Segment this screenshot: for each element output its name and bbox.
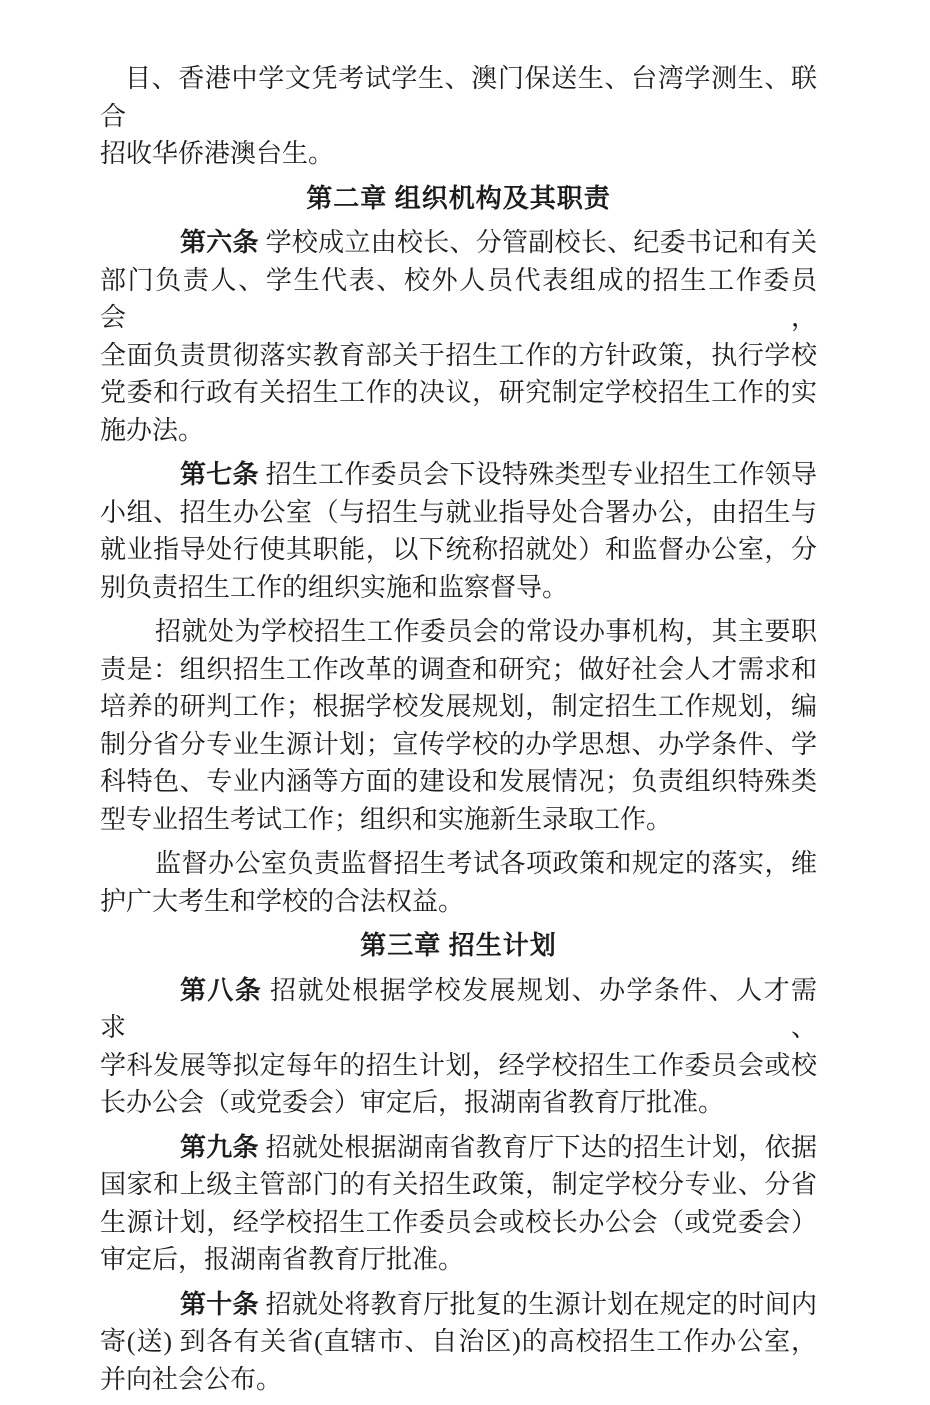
line-text: 护广大考生和学校的合法权益。 [100,886,465,916]
text-line [100,1241,817,1279]
line-text: 责是：组织招生工作改革的调查和研究；做好社会人才需求和 [100,654,817,684]
line-text: 生源计划，经学校招生工作委员会或校长办公会（或党委会） [100,1207,817,1237]
line-text: 长办公会（或党委会）审定后，报湖南省教育厅批准。 [100,1088,725,1117]
paragraph [100,60,817,173]
text-line [100,801,817,839]
chapter-heading: 第二章 组织机构及其职责 [306,183,611,213]
paragraph [100,1286,817,1399]
text-line [100,60,817,135]
text-line [100,972,817,1047]
text-line [100,1047,817,1085]
article-number: 第六条 [180,228,259,257]
line-text: 招就处将教育厅批复的生源计划在规定的时间内 [258,1289,817,1319]
document-body [100,60,817,1405]
line-text: 并向社会公布。 [100,1364,283,1394]
line-text: 目、香港中学文凭考试学生、澳门保送生、台湾学测生、联合 [100,64,817,131]
text-line [100,1323,817,1361]
line-text: 寄(送) 到各有关省(直辖市、自治区)的高校招生工作办公室， [100,1327,817,1356]
line-text: 学校成立由校长、分管副校长、纪委书记和有关 [258,228,817,257]
paragraph [100,224,817,449]
article-number: 第十条 [180,1289,259,1319]
line-text: 就业指导处行使其职能，以下统称招就处）和监督办公室，分 [100,535,817,564]
text-line [100,1129,817,1167]
text-line [100,726,817,764]
line-text: 招就处为学校招生工作委员会的常设办事机构，其主要职 [155,617,817,646]
text-line [100,1166,817,1204]
article-number: 第七条 [180,460,259,489]
article-number: 第八条 [180,975,263,1005]
line-text: 培养的研判工作；根据学校发展规划，制定招生工作规划，编 [100,692,817,721]
paragraph [100,456,817,606]
line-text: 部门负责人、学生代表、校外人员代表组成的招生工作委员会， [100,265,817,332]
line-text: 招收华侨港澳台生。 [100,139,335,168]
text-line [100,1361,817,1399]
text-line [100,262,817,337]
line-text: 审定后，报湖南省教育厅批准。 [100,1245,465,1274]
line-text: 施办法。 [100,415,205,445]
line-text: 招就处根据学校发展规划、办学条件、人才需求、 [100,975,817,1042]
text-line [100,688,817,726]
line-text: 别负责招生工作的组织实施和监察督导。 [100,572,569,602]
line-text: 制分省分专业生源计划；宣传学校的办学思想、办学条件、学 [100,729,817,759]
line-text: 监督办公室负责监督招生考试各项政策和规定的落实，维 [155,849,817,878]
line-text: 型专业招生考试工作；组织和实施新生录取工作。 [100,804,673,834]
chapter-heading: 第三章 招生计划 [360,931,557,960]
line-text: 招就处根据湖南省教育厅下达的招生计划，依据 [258,1132,817,1162]
text-line [100,412,817,450]
text-line [100,845,817,883]
text-line [100,374,817,412]
text-line [100,224,817,262]
text-line [100,1084,817,1122]
line-text: 全面负责贯彻落实教育部关于招生工作的方针政策，执行学校 [100,340,817,370]
line-text: 国家和上级主管部门的有关招生政策，制定学校分专业、分省 [100,1170,817,1199]
text-line [100,494,817,532]
text-line [100,1204,817,1242]
article-number: 第九条 [180,1132,259,1162]
line-text: 学科发展等拟定每年的招生计划，经学校招生工作委员会或校 [100,1050,817,1080]
paragraph [100,613,817,838]
text-line [100,337,817,375]
line-text: 招生工作委员会下设特殊类型专业招生工作领导 [258,460,817,489]
line-text: 小组、招生办公室（与招生与就业指导处合署办公，由招生与 [100,497,817,527]
line-text: 党委和行政有关招生工作的决议，研究制定学校招生工作的实 [100,378,817,407]
text-line [100,1286,817,1324]
text-line [100,456,817,494]
text-line [100,135,817,173]
paragraph [100,972,817,1122]
text-line [100,763,817,801]
paragraph [100,845,817,920]
line-text: 科特色、专业内涵等方面的建设和发展情况；负责组织特殊类 [100,767,817,796]
text-line [100,569,817,607]
text-line [100,883,817,921]
paragraph [100,1129,817,1279]
text-line [100,651,817,689]
text-line [100,531,817,569]
text-line [100,613,817,651]
